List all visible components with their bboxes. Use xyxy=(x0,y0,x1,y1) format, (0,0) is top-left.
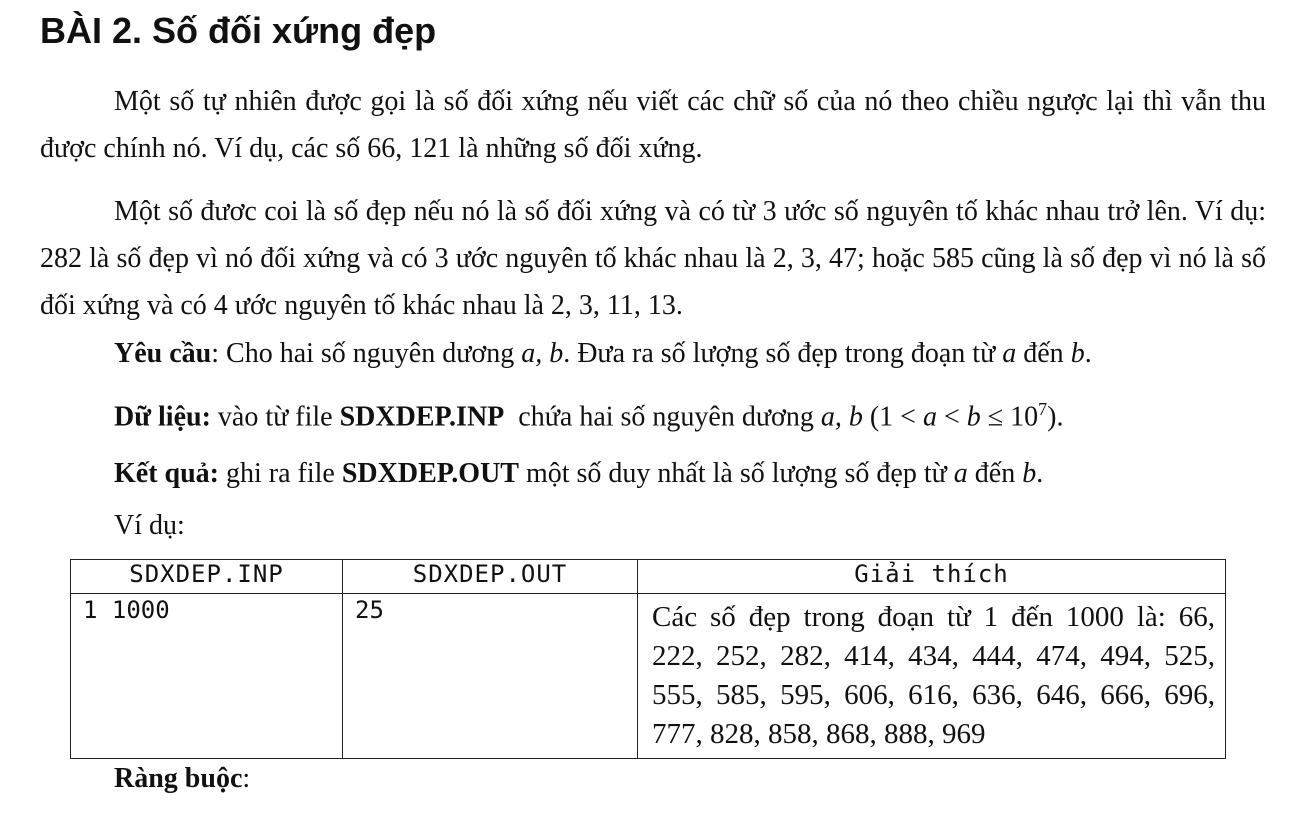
input-filename: SDXDEP.INP xyxy=(339,401,505,433)
header-out: SDXDEP.OUT xyxy=(343,560,638,594)
cell-out: 25 xyxy=(343,594,638,759)
requirement-label: Yêu cầu xyxy=(114,338,212,369)
output-line: Kết quả: ghi ra file SDXDEP.OUT một số duy nhất là số lượng số đẹp từ a đến b. xyxy=(114,458,1044,489)
constraints-line: Ràng buộc: xyxy=(114,763,251,794)
sample-table xyxy=(70,559,1226,759)
beautiful-number-paragraph: Một số đươc coi là số đẹp nếu nó là số đối xứng và có từ 3 ước số nguyên tố khác nhau trở lên. Ví dụ: 282 là số đẹp vì nó đối xứng và có 3 ước nguyên tố khác nhau là 2, 3, 47; hoặc 585 cũng là số đẹp vì nó là số đối xứng và có 4 ước nguyên tố khác nhau là 2, 3, 11, 13. xyxy=(40,196,1266,321)
header-inp: SDXDEP.INP xyxy=(71,560,343,594)
table-header-row xyxy=(71,560,1226,594)
cell-inp: 1 1000 xyxy=(71,594,343,759)
output-label: Kết quả: xyxy=(114,458,219,489)
header-explain: Giải thích xyxy=(638,560,1226,594)
example-label: Ví dụ: xyxy=(114,510,185,541)
page-title: BÀI 2. Số đối xứng đẹp xyxy=(40,10,437,51)
definition-paragraph: Một số tự nhiên được gọi là số đối xứng nếu viết các chữ số của nó theo chiều ngược lại thì vẫn thu được chính nó. Ví dụ, các số 66, 121 là những số đối xứng. xyxy=(40,86,1266,164)
table-row xyxy=(71,594,1226,759)
requirement-line: Yêu cầu: Cho hai số nguyên dương a, b. Đưa ra số lượng số đẹp trong đoạn từ a đến b. xyxy=(114,338,1092,369)
output-filename: SDXDEP.OUT xyxy=(341,458,519,489)
cell-explain: Các số đẹp trong đoạn từ 1 đến 1000 là: 66, 222, 252, 282, 414, 434, 444, 474, 494, 525, 555, 585, 595, 606, 616, 636, 646, 666, 696, 777, 828, 858, 868, 888, 969 xyxy=(638,594,1226,759)
constraints-label: Ràng buộc xyxy=(114,763,243,794)
input-line: Dữ liệu: vào từ file SDXDEP.INP chứa hai số nguyên dương a, b $(1 < a < b \le 10^7)$. xyxy=(114,399,1064,433)
input-label: Dữ liệu: xyxy=(114,401,211,433)
